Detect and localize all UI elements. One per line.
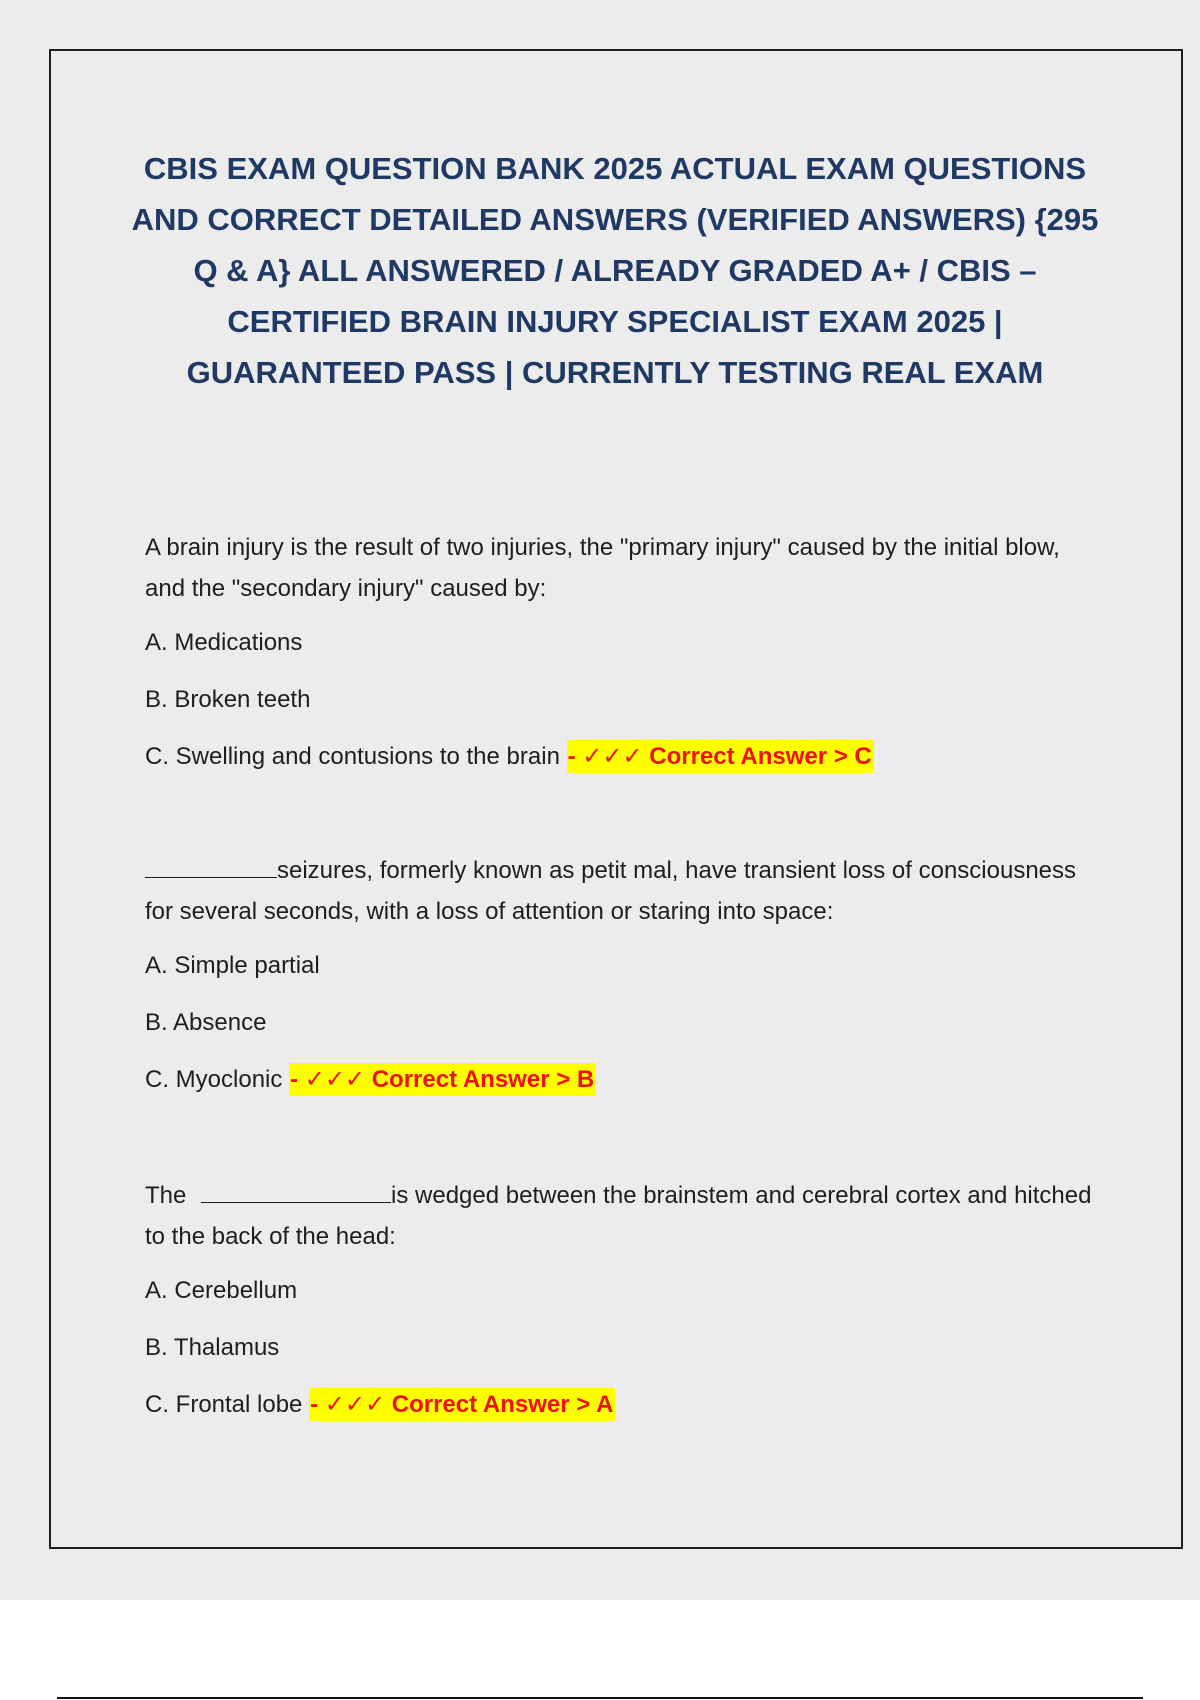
question-2-text-line	[145, 850, 1105, 932]
question-1-option-a: A. Medications	[145, 629, 303, 656]
question-3	[145, 1175, 1105, 1419]
question-3-option-c-label: C. Frontal lobe	[145, 1391, 303, 1418]
document-title: CBIS EXAM QUESTION BANK 2025 ACTUAL EXAM QUESTIONS AND CORRECT DETAILED ANSWERS (VERIFIED ANSWERS) {295 Q & A} ALL ANSWERED / ALREADY GRADED A+ / CBIS – CERTIFIED BRAIN INJURY SPECIALIST EXAM 2025 | GUARANTEED PASS | CURRENTLY TESTING REAL EXAM	[131, 151, 1099, 390]
question-2-option-c-label: C. Myoclonic	[145, 1066, 283, 1093]
question-2	[145, 850, 1105, 1094]
question-2-text: seizures, formerly known as petit mal, have transient loss of consciousness for several seconds, with a loss of attention or staring into space:	[145, 857, 1077, 925]
question-3-option-a: A. Cerebellum	[145, 1277, 298, 1304]
question-3-correct-answer: - ✓✓✓ Correct Answer > A	[309, 1388, 615, 1421]
fill-in-blank	[201, 1178, 391, 1203]
question-1-option-c	[145, 743, 1105, 771]
question-1	[145, 527, 1105, 771]
footer-divider	[57, 1697, 1143, 1699]
question-3-text-line	[145, 1175, 1105, 1257]
question-3-option-b: B. Thalamus	[145, 1334, 280, 1361]
question-1-correct-answer: - ✓✓✓ Correct Answer > C	[567, 740, 874, 773]
question-2-option-b: B. Absence	[145, 1009, 267, 1036]
question-2-correct-answer: - ✓✓✓ Correct Answer > B	[289, 1063, 596, 1096]
fill-in-blank	[145, 853, 277, 878]
question-2-option-c	[145, 1066, 1105, 1094]
question-3-text: is wedged between the brainstem and cerebral cortex and hitched to the back of the head:	[145, 1182, 1092, 1250]
question-3-text-before: The	[145, 1182, 187, 1209]
question-1-option-c-label: C. Swelling and contusions to the brain	[145, 743, 560, 770]
question-1-text: A brain injury is the result of two injuries, the "primary injury" caused by the initial blow, and the "secondary injury" caused by:	[145, 534, 1060, 602]
question-3-option-c	[145, 1391, 1105, 1419]
question-1-option-b: B. Broken teeth	[145, 686, 311, 713]
question-2-option-a: A. Simple partial	[145, 952, 320, 979]
